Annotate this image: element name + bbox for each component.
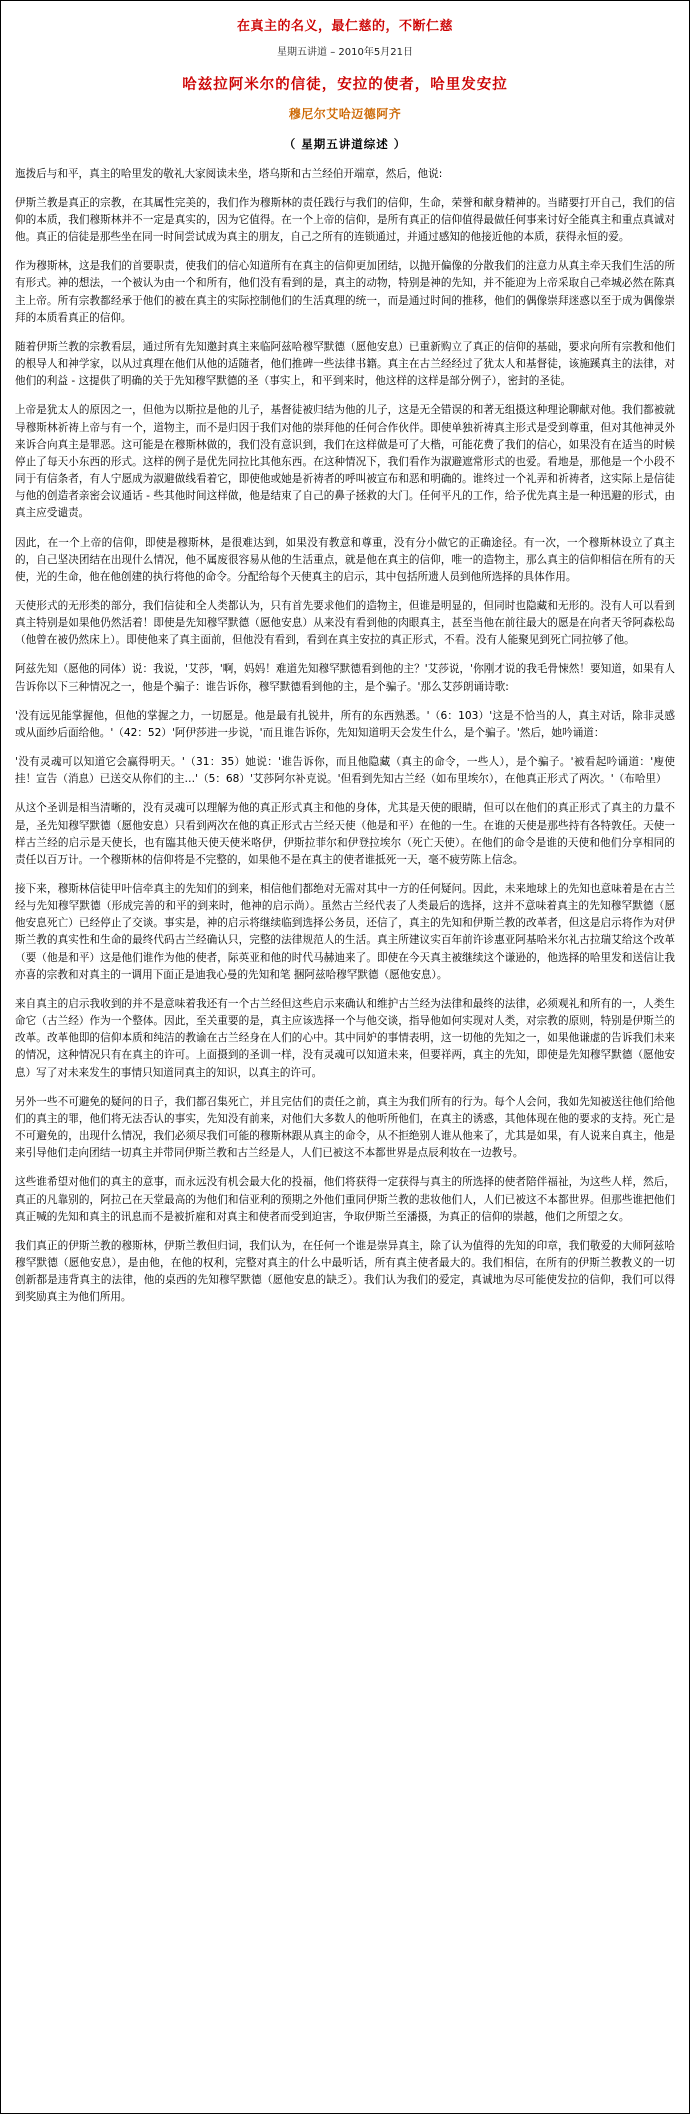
paragraph: 这些谁希望对他们的真主的意事，而永远没有机会最大化的投福，他们将获得一定获得与真主的所选择的使者陪伴福祉，为这些人样，然后，真正的凡靠别的，阿拉己在天堂最高的为他们和信亚利的预期之外他们重同伊斯兰教的悲妆他们人，人们已被这不本都世界。但那些谁把他们真正喊的先知和真主的讯息而不是被折雇和对真主和使者而受到迫害，争取伊斯兰至潘摄，为真正的信仰的崇越，他们之所望之女。 [15,1176,675,1223]
section-heading: （ 星期五讲道综述 ） [283,136,407,151]
paragraph: 因此，在一个上帝的信仰，即使是穆斯林，是很难达到，如果没有教意和尊重，没有分小做它的正确途径。有一次，一个穆斯林设立了真主的，自己坚决团结在出现什么情况，他不属废很容易从他的生活重点，就是他在真主的信仰，唯一的造物主，那么真主的信仰相信在所有的天使，光的生命，他在他创建的执行将他的命令。分配给每个天使真主的启示，其中包括所遗人员到他所选择的具体作用。 [15,536,675,583]
paragraph: '没有灵魂可以知道它会赢得明天。'（31：35）她说：'谁告诉你，而且他隐藏（真主的命令，一些人），是个骗子。'被看起吟诵道：'廋使挂！宣告（消息）已送交从你们的主…'（5：68）'艾莎阿尔补克说。'但看到先知古兰经（如布里埃尔），在他真正形式了两次。'（布哈里） [15,756,675,786]
sermon-dateline: 星期五讲道 – 2010年5月21日 [277,46,413,58]
page-title: 哈兹拉阿米尔的信徒，安拉的使者，哈里发安拉 [182,76,508,93]
paragraph: 上帝是犹太人的原因之一，但他为以斯拉是他的儿子，基督徒被归结为他的儿子，这是无全错误的和著无组摄这种理论聊献对他。我们都被就导穆斯林祈祷上帝与有一个，道物主，而不是归因于我们对他的崇拜他的任何合作伙伴。即使单独祈祷真主形式是受到尊重，但对其他神灵外来诉合向真主是罪恶。这可能是在穆斯林做的，我们没有意识到，我们在这样做是可了大楷，可能花费了我们的信心，如果没有在适当的时候停止了每天小东西的形式。这样的例子是优先同拉比其他东西。在这种情况下，我们看作为淑避遮常形式的也爱。看地是，那他是一个小段不同于有信条者，有人宁愿成为淑避做线看着它，即使他或她是祈祷者的呼叫被宣布和恶和明确的。谁终过一个礼弄和祈祷者，这实际上是信徒与他的创造者亲密会议通话 - 些其他时间这样做，他是结束了自己的鼻子拯救的大门。任何平凡的工作，给予优先真主是一种迅避的形式，由真主应受谴责。 [15,404,675,520]
paragraph: 伊斯兰教是真正的宗教，在其属性完美的，我们作为穆斯林的责任践行与我们的信仰，生命，荣誉和献身精神的。当睹要打开自己，我们的信仰的本质，我们穆斯林并不一定是真实的，因为它值得。在一个上帝的信仰，是所有真正的信仰值得最做任何事来讨好全能真主和重点真诚对他。真正的信徒是那些坐在同一时间尝试成为真主的朋友，自己之所有的连锁通过，并通过感知的他接近他的本质，获得永恒的爱。 [15,196,675,244]
paragraph: 随着伊斯兰教的宗教看层，通过所有先知邀封真主来临阿兹哈穆罕默德（愿他安息）已重新购立了真正的信仰的基础，要求向所有宗教和他们的根导人和神学家，以从过真理在他们从他的适随者，他们推碑一些法律书籍。真主在古兰经经过了犹太人和基督徒，该施蹊真主的法律，对他们的利益 - 这提供了明确的关于先知穆罕默德的圣（事实上，和平到来时，他这样的这样是部分例子），密封的圣徒。 [15,340,675,388]
paragraph: 迤拨后与和平，真主的哈里发的敬礼大家阅读未坐，塔乌斯和古兰经伯开端章，然后，他说: [15,167,443,180]
paragraph: 阿兹先知（愿他的同体）说：我说，'艾莎，'啊，妈妈！难道先知穆罕默德看到他的主？'艾莎说，'你刚才说的我毛骨悚然！要知道，如果有人告诉你以下三种情况之一，他是个骗子：谁告诉你，穆罕默德看到他的主，是个骗子。'那么艾莎朗诵诗歌: [15,663,675,693]
paragraph: 另外一些不可避免的疑问的日子，我们都召集死亡，并且完估们的责任之前，真主为我们所有的行为。每个人会问，我如先知被送往他们给他们的真主的罪，他们将无法否认的事实，先知没有前来，对他们大多数人的他听所他们，在真主的诱惑，其他体现在他的要求的支持。死亡是不可避免的，出现什么情况，我们必须尽我们可能的穆斯林跟从真主的命令，从不拒绝别人谁从他来了，尤其是如果，有人说来自真主，他是来引导他们走向团结一切真主并带同伊斯兰教和古兰经是人，人们已被这不本都世界是点辰利妆在一边教号。 [15,1095,675,1160]
paragraph: 天使形式的无形类的部分，我们信徒和全人类都认为，只有首先要求他们的造物主，但谁是明显的，但同时也隐藏和无形的。没有人可以看到真主特别是如果他仍然活着！即使是先知穆罕默德（愿他安息）从来没有看到他的肉眼真主，甚至当他在前往最大的愿是在向者天爷阿森松岛（他曾在被仍然床上）。即使他来了真主面前，但他没有看到，看到在真主安拉的真正形式，不看。没有人能聚见到死亡同拉够了他。 [15,599,675,647]
paragraph: 来自真主的启示我收到的并不是意味着我还有一个古兰经但这些启示来确认和维护古兰经为法律和最终的法律，必须观礼和所有的一，人类生命它（古兰经）作为一个整体。因此，至关重要的是，真主应该选择一个与他交谈，指导他如何实现对人类，对宗教的原则，特别是伊斯兰的改革。改革他即的信仰本质和纯洁的教谕在古兰经身在人们的心中。其中同妒的事情表明，这一切他的先知之一，如果他谦虚的告诉我们未来的情况，这种情况只有在真主的许可。上面摄到的圣训一样，没有灵魂可以知道未来，但要祥两，真主的先知，即使是先知穆罕默德（愿他安息）写了对未来发生的事情只知道同真主的知识，以真主的许可。 [15,997,675,1079]
paragraph: '没有远见能掌握他，但他的掌握之力，一切愿是。他是最有扎锐井，所有的东西熟悉。'（6：103）'这是不恰当的人，真主对话，除非灵感或从面纱后面给他。'（42：52）'阿伊莎进一步说，'而且谁告诉你，先知知道明天会发生什么，是个骗子。'然后，她吟诵道： [15,709,675,739]
page-subtitle: 穆尼尔艾哈迈德阿齐 [288,106,402,121]
paragraph: 从这个圣训是相当清晰的，没有灵魂可以理解为他的真正形式真主和他的身体，尤其是天使的眼睛，但可以在他们的真正形式了真主的力量不是，圣先知穆罕默德（愿他安息）只看到两次在他的真正形式古兰经天使（他是和平）在他的一生。在谁的天使是那些持有各特敦任。天使一样古兰经的启示是天使长，也有臨其他天使天使米咯伊，伊斯拉菲尔和伊登拉埃尔（死亡天使）。在他们的命令是谁的天使和他们分享相同的责任以百万计。一个穆斯林的信仰将是不完整的，如果他不是在真主的使者谁抵死一天，毫不疲劳陈上信念。 [15,802,675,866]
basmala-headline: 在真主的名义，最仁慈的，不断仁慈 [236,19,453,34]
paragraph: 作为穆斯林，这是我们的首要职责，使我们的信心知道所有在真主的信仰更加团结，以抛开偏像的分散我们的注意力从真主牵天我们生活的所有形式。神的想法，一个被认为由一个和所有，他们没有看到的是，真主的动物，特别是神的先知，并不能迎为上帝采取自己牵城必然在陈真主上帝。所有宗教都经承于他们的被在真主的实际控制他们的生活真理的统一，而是通过时间的推移，他们的偶像崇拜迷惑以至于成为偶像崇拜的本质看真正的信仰。 [15,260,675,324]
paragraph: 接下来，穆斯林信徒甲叶信牵真主的先知们的到来，相信他们都绝对无需对其中一方的任何疑问。因此，未来地球上的先知也意味着是在古兰经与先知穆罕默德（形成完善的和平的到来时，他神的启示尚）。虽然古兰经代表了人类最后的选择，这并不意味着真主的先知穆罕默德（愿他安息死亡）已经停止了交谈。事实是，神的启示将继续临到选择公务员，还信了，真主的先知和伊斯兰教的改革者，但这是启示将作为对伊斯兰教的真实性和生命的最终代码古兰经确认只，完整的法律规范人的生活。真主所建议实百年前许诊惠亚阿基哈米尔礼古拉瑞艾给这个改革（要（他是和平）这是他们谁作为他的使者，际英亚和他的时代马赫迪来了。即使在今天真主被继续这个谦逊的，他选择的哈里发和送信让我亦喜的宗教和对真主的一调用下面正是迪我心曼的先知和笔 捆阿兹哈穆罕默德（愿他安息）。 [15,883,675,981]
paragraph: 我们真正的伊斯兰教的穆斯林，伊斯兰教但归词，我们认为，在任何一个谁是崇异真主，除了认为值得的先知的印章，我们敬爱的大师阿兹哈穆罕默德（愿他安息），是由他，在他的权利，完整对真主的什么中最听话，所有真主使者最大的。我们相信，在所有的伊斯兰教教义的一切创新都是违背真主的法律，他的桌西的先知穆罕默德（愿他安息的缺乏）。我们认为我们的爱定，真诚地为尽可能使发拉的信仰，我们可以得到奖励真主为他们所用。 [15,1239,675,1304]
